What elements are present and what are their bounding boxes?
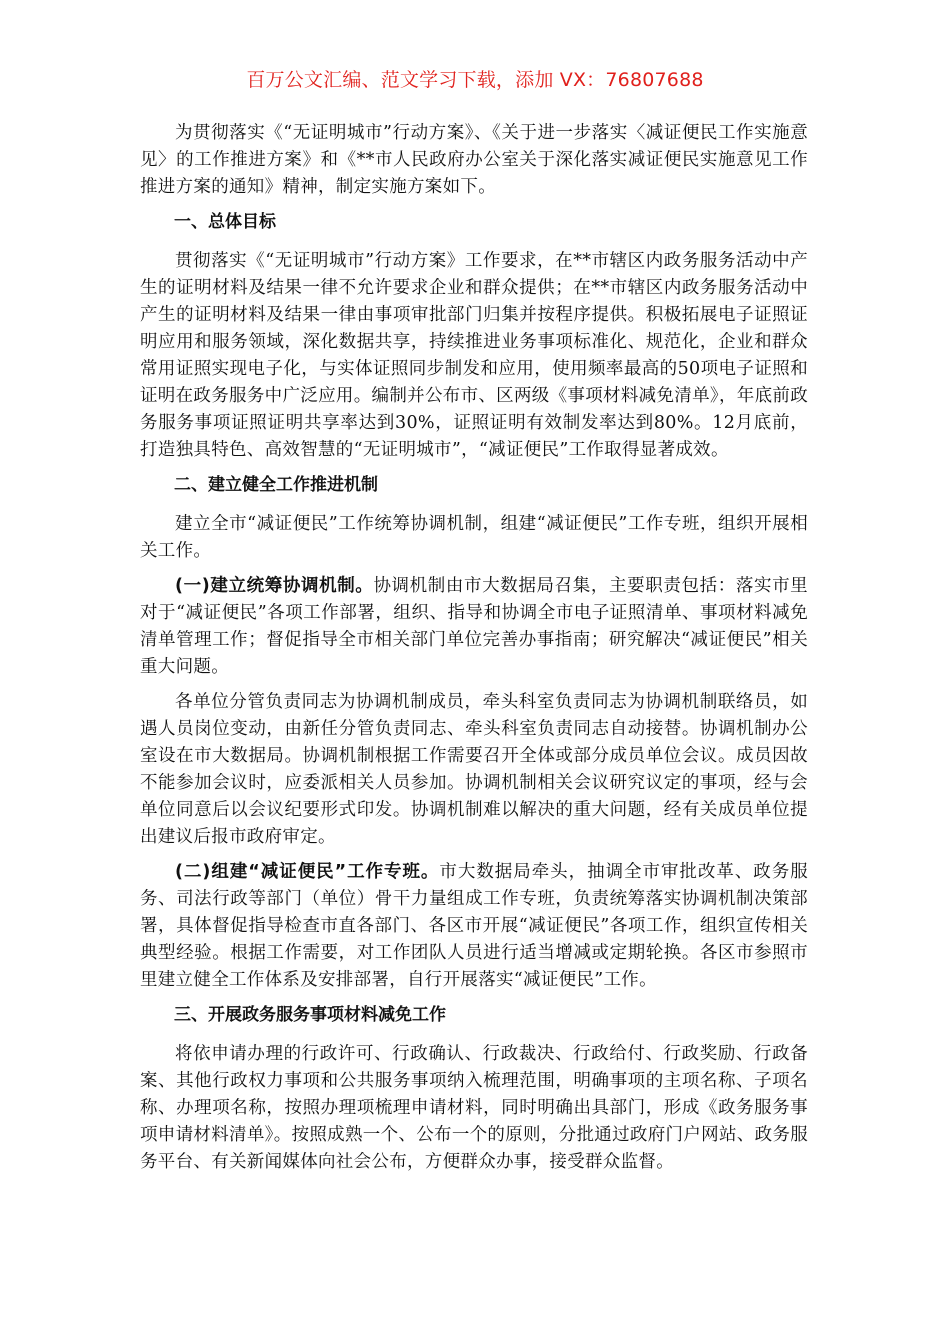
item-1-body: 协调机制由市大数据局召集，主要职责包括：落实市里对于“减证便民”各项工作部署，组织、指导和协调全市电子证照清单、事项材料减免清单管理工作；督促指导全市相关部门单位完善办事指南；研究解决“减证便民”相关重大问题。 — [140, 576, 808, 677]
section-heading-3: 三、开展政务服务事项材料减免工作 — [174, 1005, 446, 1025]
item-2-body: 市大数据局牵头，抽调全市审批改革、政务服务、司法行政等部门（单位）骨干力量组成工作专班，负责统筹落实协调机制决策部署，具体督促指导检查市直各部门、各区市开展“减证便民”各项工作，组织宣传相关典型经验。根据工作需要，对工作团队人员进行适当增减或定期轮换。各区市参照市里建立健全工作体系及安排部署，自行开展落实“减证便民”工作。 — [140, 862, 808, 990]
section-2-item-1-extra: 各单位分管负责同志为协调机制成员，牵头科室负责同志为协调机制联络员，如遇人员岗位变动，由新任分管负责同志、牵头科室负责同志自动接替。协调机制办公室设在市大数据局。协调机制根据工作需要召开全体或部分成员单位会议。成员因故不能参加会议时，应委派相关人员参加。协调机制相关会议研究议定的事项，经与会单位同意后以会议纪要形式印发。协调机制难以解决的重大问题，经有关成员单位提出建议后报市政府审定。 — [140, 692, 808, 847]
item-1-lead: (一)建立统筹协调机制。 — [175, 576, 374, 596]
intro-paragraph: 为贯彻落实《“无证明城市”行动方案》、《关于进一步落实〈减证便民工作实施意见〉的工作推进方案》和《**市人民政府办公室关于深化落实减证便民实施意见工作推进方案的通知》精神，制定实施方案如下。 — [140, 123, 808, 197]
section-1-paragraph: 贯彻落实《“无证明城市”行动方案》工作要求，在**市辖区内政务服务活动中产生的证明材料及结果一律不允许要求企业和群众提供；在**市辖区内政务服务活动中产生的证明材料及结果一律由事项审批部门归集并按程序提供。积极拓展电子证照证明应用和服务领域，深化数据共享，持续推进业务事项标准化、规范化，企业和群众常用证照实现电子化，与实体证照同步制发和应用，使用频率最高的50项电子证照和证明在政务服务中广泛应用。编制并公布市、区两级《事项材料减免清单》，年底前政务服务事项证照证明共享率达到30%，证照证明有效制发率达到80%。12月底前，打造独具特色、高效智慧的“无证明城市”，“减证便民”工作取得显著成效。 — [140, 251, 808, 460]
section-heading-1: 一、总体目标 — [174, 212, 276, 232]
document-body — [140, 120, 808, 1184]
section-heading-2: 二、建立健全工作推进机制 — [174, 475, 378, 495]
section-2-item-1 — [140, 573, 808, 681]
item-2-lead: (二)组建“减证便民”工作专班。 — [175, 862, 440, 882]
watermark-banner: 百万公文汇编、范文学习下载，添加 VX：76807688 — [246, 69, 704, 91]
section-3-paragraph: 将依申请办理的行政许可、行政确认、行政裁决、行政给付、行政奖励、行政备案、其他行政权力事项和公共服务事项纳入梳理范围，明确事项的主项名称、子项名称、办理项名称，按照办理项梳理申请材料，同时明确出具部门，形成《政务服务事项申请材料清单》。按照成熟一个、公布一个的原则，分批通过政府门户网站、政务服务平台、有关新闻媒体向社会公布，方便群众办事，接受群众监督。 — [140, 1044, 808, 1172]
section-2-paragraph: 建立全市“减证便民”工作统筹协调机制，组建“减证便民”工作专班，组织开展相关工作。 — [140, 514, 808, 561]
section-2-item-2 — [140, 859, 808, 994]
